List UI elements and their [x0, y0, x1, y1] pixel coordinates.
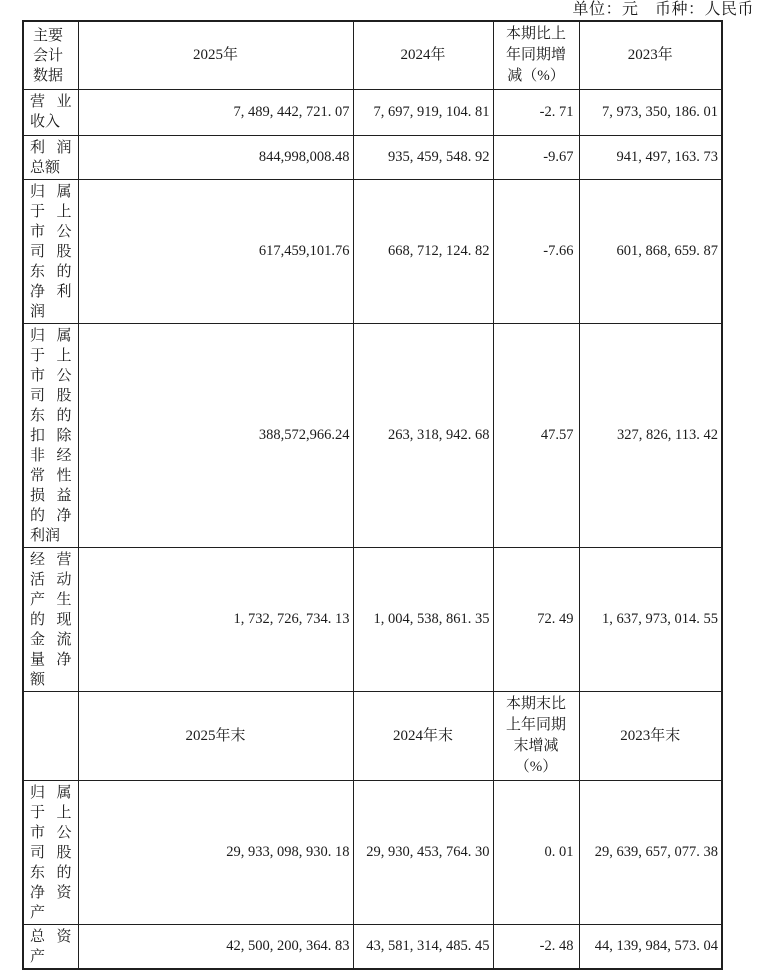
header-empty-cell — [23, 692, 78, 781]
change-percent-cell: -2. 48 — [493, 925, 579, 970]
value-2025-cell: 388,572,966.24 — [78, 324, 353, 548]
value-2024-cell: 29, 930, 453, 764. 30 — [353, 781, 493, 925]
value-2023-cell: 601, 868, 659. 87 — [579, 180, 722, 324]
metric-label-cell: 总资产 — [23, 925, 78, 970]
metric-label-cell: 归属于上市公司股东的净资产 — [23, 781, 78, 925]
value-2025-cell: 617,459,101.76 — [78, 180, 353, 324]
period-header-row — [23, 21, 722, 90]
value-2024-cell: 43, 581, 314, 485. 45 — [353, 925, 493, 970]
value-2023-cell: 1, 637, 973, 014. 55 — [579, 548, 722, 692]
table-row-total-assets — [23, 925, 722, 970]
header-col-2024: 2024年 — [353, 21, 493, 90]
value-2023-cell: 44, 139, 984, 573. 04 — [579, 925, 722, 970]
value-2025-cell: 7, 489, 442, 721. 07 — [78, 90, 353, 136]
header-col-2023-end: 2023年末 — [579, 692, 722, 781]
unit-currency-note: 单位：元 币种：人民币 — [572, 1, 754, 18]
table-row-net-assets-attributable — [23, 781, 722, 925]
value-2025-cell: 42, 500, 200, 364. 83 — [78, 925, 353, 970]
metric-label-cell: 营业收入 — [23, 90, 78, 136]
change-percent-cell: -7.66 — [493, 180, 579, 324]
value-2025-cell: 29, 933, 098, 930. 18 — [78, 781, 353, 925]
value-2024-cell: 668, 712, 124. 82 — [353, 180, 493, 324]
table-row-total-profit — [23, 136, 722, 180]
end-of-period-header-row — [23, 692, 722, 781]
header-col-2025-end: 2025年末 — [78, 692, 353, 781]
key-accounting-data-table — [22, 20, 723, 970]
change-percent-cell: -9.67 — [493, 136, 579, 180]
table-row-net-profit-attributable — [23, 180, 722, 324]
header-col-change: 本期比上年同期增减（%） — [493, 21, 579, 90]
value-2023-cell: 7, 973, 350, 186. 01 — [579, 90, 722, 136]
header-col-2025: 2025年 — [78, 21, 353, 90]
metric-label-cell: 经营活动产生的现金流量净额 — [23, 548, 78, 692]
value-2024-cell: 263, 318, 942. 68 — [353, 324, 493, 548]
table-row-operating-revenue — [23, 90, 722, 136]
table-row-net-profit-excl-nonrecurring — [23, 324, 722, 548]
header-col-2023: 2023年 — [579, 21, 722, 90]
value-2023-cell: 941, 497, 163. 73 — [579, 136, 722, 180]
metric-label-cell: 归属于上市公司股东的扣除非经常性损益的净利润 — [23, 324, 78, 548]
header-col-change-end: 本期末比上年同期末增减（%） — [493, 692, 579, 781]
value-2025-cell: 844,998,008.48 — [78, 136, 353, 180]
value-2023-cell: 29, 639, 657, 077. 38 — [579, 781, 722, 925]
value-2024-cell: 7, 697, 919, 104. 81 — [353, 90, 493, 136]
change-percent-cell: 47.57 — [493, 324, 579, 548]
change-percent-cell: -2. 71 — [493, 90, 579, 136]
change-percent-cell: 0. 01 — [493, 781, 579, 925]
header-metric-label: 主要会计数据 — [23, 21, 78, 90]
value-2023-cell: 327, 826, 113. 42 — [579, 324, 722, 548]
metric-label-cell: 归属于上市公司股东的净利润 — [23, 180, 78, 324]
value-2024-cell: 935, 459, 548. 92 — [353, 136, 493, 180]
value-2024-cell: 1, 004, 538, 861. 35 — [353, 548, 493, 692]
header-col-2024-end: 2024年末 — [353, 692, 493, 781]
table-row-operating-cash-flow — [23, 548, 722, 692]
metric-label-cell: 利润总额 — [23, 136, 78, 180]
value-2025-cell: 1, 732, 726, 734. 13 — [78, 548, 353, 692]
change-percent-cell: 72. 49 — [493, 548, 579, 692]
